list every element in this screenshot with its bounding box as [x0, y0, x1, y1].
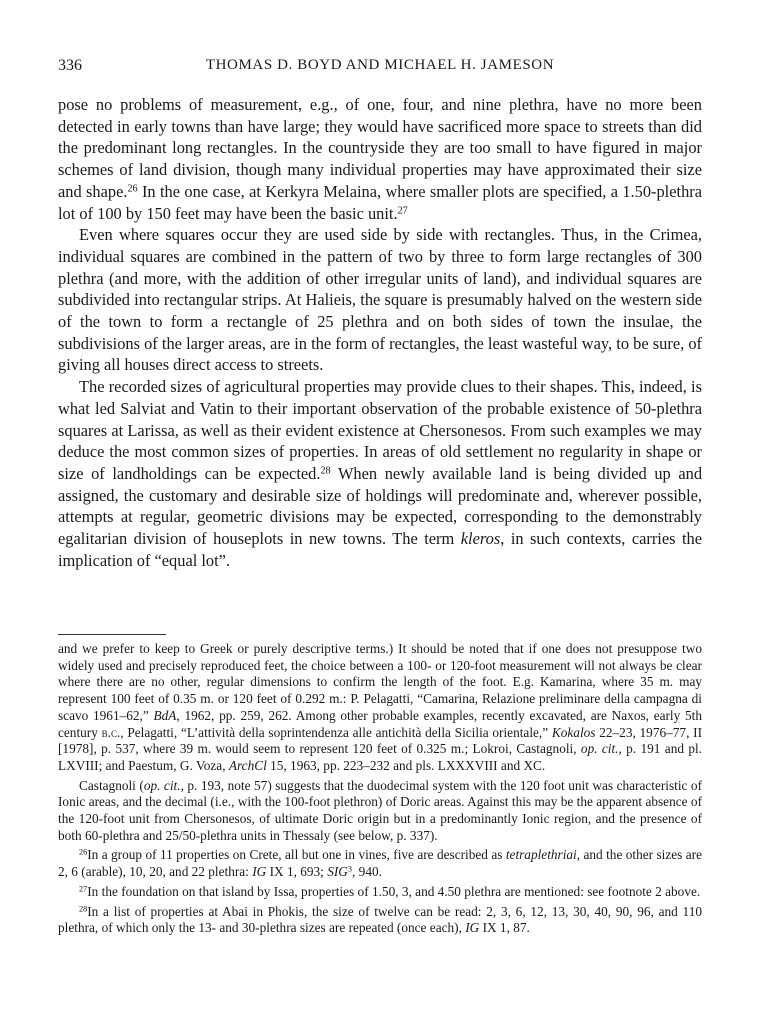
footnote-text: , Pelagatti, “L’attività della soprintendenza alle antichità della Sicilia orientale,” [120, 724, 552, 740]
footnote-number: 27 [79, 884, 88, 894]
small-caps-era: b.c. [101, 724, 121, 740]
footnote-number: 28 [79, 904, 88, 914]
footnote-text: IX 1, 87. [479, 920, 530, 936]
footnote-text: In a list of properties at Abai in Phokis, the size of twelve can be read: 2, 3, 6, 12, 13, 30, 40, 90, 96, and 110 plethra, of which only the 13- and 30-plethra sizes are repeated (once each), [58, 903, 702, 936]
citation-italic: IG [252, 864, 267, 880]
page-header [58, 57, 702, 79]
footnote-text: Castagnoli ( [79, 777, 144, 793]
footnote-number: 26 [79, 847, 88, 857]
paragraph-text: pose no problems of measurement, e.g., of one, four, and nine plethra, have no more been detected in early towns than have large; they would have sacrificed more space to streets than did the predominant long rectangles. In the countryside they are too small to have figured in major schemes of land division, though many individual properties may have approximated their size and shape. [58, 95, 702, 201]
page-number: 336 [58, 57, 82, 74]
citation-italic: ArchCl [228, 757, 267, 773]
citation-italic: op. cit. [580, 741, 619, 757]
citation-italic: SIG [327, 864, 348, 880]
footnote-text: , 1962, pp. 259, 262. Among other probable examples, recently excavated, are Naxos, early 5th century [58, 707, 702, 740]
footnote-26 [58, 847, 702, 880]
citation-italic: op. cit. [143, 777, 181, 793]
footnote-text: and we prefer to keep to Greek or purely descriptive terms.) It should be noted that if one does not presuppose two widely used and precisely reproduced feet, the choice between a 100- or 120-foot measurement will not always be clear where there are no other, regular dimensions to confirm the length of the foot. E.g. Kamarina, where 35 m. may represent 100 feet of 0.35 m. or 120 feet of 0.292 m.: P. Pelagatti, “Camarina, Relazione preliminare della campagna di scavo 1961–62,” [58, 641, 702, 723]
edition-superscript: 3 [347, 864, 353, 874]
footnote-rule [58, 634, 166, 635]
footnote-text: , 940. [352, 864, 382, 880]
citation-italic: IG [465, 920, 480, 936]
footnote-28 [58, 904, 702, 937]
footnote-ref: 28 [320, 465, 331, 477]
citation-italic: Kokalos [551, 724, 596, 740]
footnote-text: 15, 1963, pp. 223–232 and pls. LXXXVIII and XC. [266, 757, 546, 773]
italic-term: tetraplethriai [505, 847, 577, 863]
footnote-continuation [58, 641, 702, 775]
paragraph-2: Even where squares occur they are used side by side with rectangles. Thus, in the Crimea, individual squares are combined in the pattern of two by three to form large rectangles of 300 plethra (and more, with the addition of other irregular units of land), and individual squares are subdivided into rectangular strips. At Halieis, the square is presumably halved on the western side of the town to form a rectangle of 25 plethra and on both sides of town the insulae, the subdivisions of the larger areas, are in the form of rectangles, the least wasteful way, to be sure, of giving all houses direct access to streets. [58, 225, 702, 375]
footnote-text: IX 1, 693; [266, 864, 328, 880]
footnote-text: , and the other sizes are 2, 6 (arable), 10, 20, and 22 plethra: [58, 847, 702, 880]
footnote-27 [58, 884, 702, 901]
footnote-text: In the foundation on that island by Issa, properties of 1.50, 3, and 4.50 plethra are mentioned: see footnote 2 above. [87, 883, 701, 899]
footnote-ref: 26 [127, 183, 138, 195]
citation-italic: BdA [153, 707, 177, 723]
paragraph-text: The recorded sizes of agricultural properties may provide clues to their shapes. This, indeed, is what led Salviat and Vatin to their important observation of the probable existence of 50-plethra squares at Larissa, as well as their evident existence at Chersonesos. From such examples we may deduce the most common sizes of properties. In areas of old settlement no regularity in shape or size of landholdings can be expected. [58, 377, 702, 483]
paragraph-text: When newly available land is being divided up and assigned, the customary and desirable size of holdings will predominate and, wherever possible, attempts at regular, geometric divisions may be expected, corresponding to the demonstrably egalitarian division of houseplots in new towns. The term [58, 463, 703, 549]
footnote-text: 22–23, 1976–77, II [1978], p. 537, where 39 m. would seem to represent 120 feet of 0.325 m.; Lokroi, Castagnoli, [58, 724, 702, 757]
footnote-text: , p. 193, note 57) suggests that the duodecimal system with the 120 foot unit was characteristic of Ionic areas, and the decimal (i.e., with the 100-foot plethron) of Doric areas. Against this may be the apparent absence of the 120-foot unit from Chersonesos, of ultimate Doric origin but in a predominantly Ionic region, and the presence of both 60-plethra and 25/50-plethra units in Thessaly (see below, p. 337). [58, 777, 703, 843]
paragraph-1 [58, 94, 702, 224]
footnote-castagnoli [58, 778, 702, 845]
paragraph-text: In the one case, at Kerkyra Melaina, where smaller plots are specified, a 1.50-plethra lot of 100 by 150 feet may have been the basic unit. [58, 181, 702, 223]
footnotes [58, 641, 702, 940]
body-text [58, 94, 702, 571]
running-head: THOMAS D. BOYD AND MICHAEL H. JAMESON [205, 57, 555, 73]
footnote-text: , p. 191 and pl. LXVIII; and Paestum, G. Voza, [58, 741, 703, 773]
footnote-ref: 27 [397, 204, 408, 216]
paragraph-3 [58, 376, 702, 571]
paragraph-text: , in such contexts, carries the implication of “equal lot”. [58, 529, 703, 570]
italic-term: kleros [460, 529, 501, 549]
footnote-text: In a group of 11 properties on Crete, all but one in vines, five are described as [87, 847, 506, 863]
